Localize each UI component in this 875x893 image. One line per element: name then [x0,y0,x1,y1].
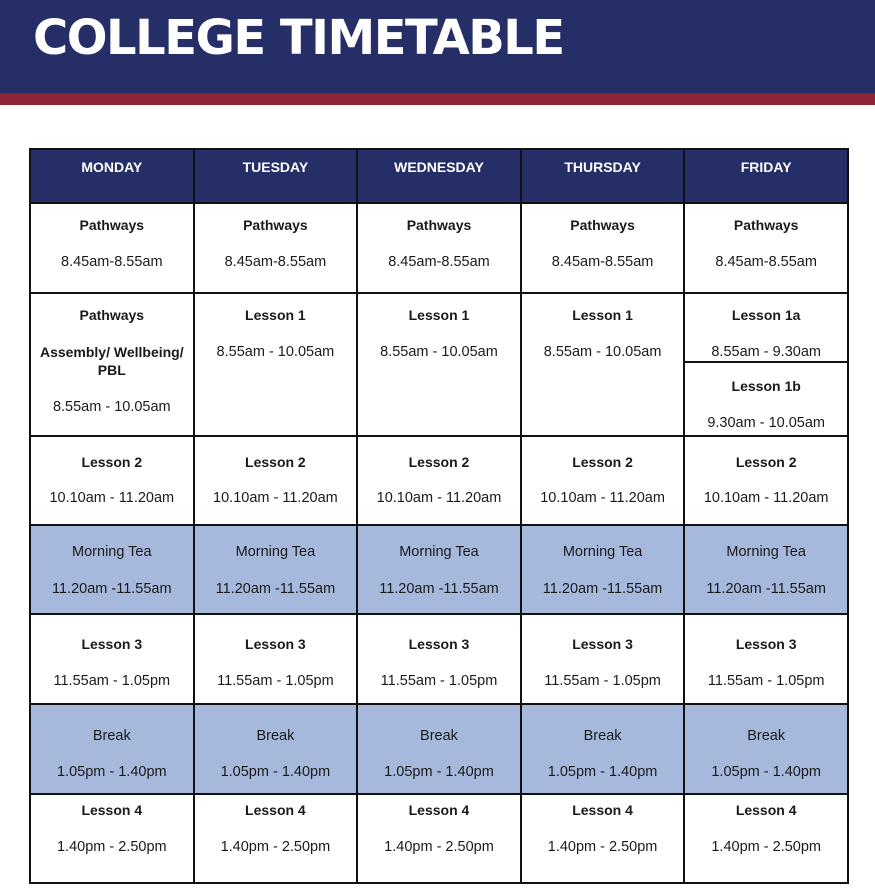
period-title: Break [420,728,458,744]
period-title: Lesson 2 [81,454,143,470]
timetable-cell [684,436,848,525]
period-title: Lesson 1a [731,307,801,323]
period-time: 1.05pm - 1.40pm [220,764,331,780]
period-title: Lesson 3 [572,636,633,652]
period-title: Pathways [79,217,145,233]
period-time: 11.55am - 1.05pm [380,673,498,689]
page-title: COLLEGE TIMETABLE [33,10,564,66]
day-header-wednesday: WEDNESDAY [357,149,521,203]
period-title: Morning Tea [562,544,643,560]
period-row-lesson-3 [30,614,848,704]
period-title: Morning Tea [72,544,152,560]
timetable-cell [30,794,194,883]
period-title: Pathways [406,217,472,233]
timetable-cell [357,794,521,883]
timetable-cell-split [684,293,848,436]
period-time: 11.55am - 1.05pm [217,673,334,689]
period-time: 8.55am - 10.05am [216,344,335,360]
period-row-lesson-4 [30,794,848,883]
period-title: Lesson 4 [735,802,797,818]
period-title: Morning Tea [235,544,316,560]
timetable-cell [357,203,521,293]
period-title: Lesson 2 [245,454,306,470]
period-time: 1.05pm - 1.40pm [547,764,658,780]
timetable-cell [30,293,194,436]
period-time: 8.45am-8.55am [551,254,654,270]
period-title: Lesson 2 [735,454,797,470]
period-time: 11.55am - 1.05pm [544,673,661,689]
period-time: 10.10am - 11.20am [213,490,338,506]
timetable-cell [684,614,848,704]
period-title: Lesson 1 [408,307,470,323]
period-row-lesson-1 [30,293,848,436]
period-time: 8.55am - 10.05am [52,399,171,415]
period-title: Lesson 3 [245,636,306,652]
timetable-cell-break [194,704,358,794]
timetable-cell [357,614,521,704]
timetable-cell-break [357,525,521,614]
timetable-cell-break [521,704,685,794]
timetable-cell [521,203,685,293]
period-title: Pathways [733,217,799,233]
timetable-cell [194,436,358,525]
period-time: 1.05pm - 1.40pm [384,764,494,780]
split-cell-lesson-1b [685,363,847,435]
period-time: 1.40pm - 2.50pm [220,839,331,855]
period-time: 8.45am-8.55am [715,254,817,270]
timetable-cell [521,794,685,883]
period-title: Morning Tea [726,544,806,560]
period-row-morning-tea [30,525,848,614]
timetable-cell [194,614,358,704]
period-time: 1.05pm - 1.40pm [56,764,167,780]
period-title: Pathways [243,217,308,233]
period-time: 10.10am - 11.20am [49,490,175,506]
timetable-cell-break [30,704,194,794]
timetable [29,148,849,884]
timetable-cell-break [30,525,194,614]
period-time: 11.20am -11.55am [542,581,663,597]
timetable-cell [684,203,848,293]
period-title: Lesson 4 [81,802,143,818]
period-time: 11.55am - 1.05pm [53,673,171,689]
title-banner [0,0,875,93]
period-time: 10.10am - 11.20am [703,490,829,506]
timetable-cell [30,614,194,704]
period-row-lesson-2 [30,436,848,525]
period-title: Lesson 3 [408,636,470,652]
period-title: Lesson 3 [81,636,143,652]
period-title: Morning Tea [399,544,479,560]
timetable-cell [521,293,685,436]
period-time: 1.40pm - 2.50pm [384,839,494,855]
timetable-cell-break [521,525,685,614]
period-time: 8.55am - 10.05am [543,344,662,360]
period-title: Lesson 4 [408,802,470,818]
period-title: Lesson 3 [735,636,797,652]
period-time: 11.20am -11.55am [379,581,499,597]
period-time: 10.10am - 11.20am [540,490,665,506]
period-row-break [30,704,848,794]
timetable-cell [684,794,848,883]
day-header-thursday: THURSDAY [521,149,685,203]
period-title: Break [747,728,786,744]
accent-stripe [0,93,875,105]
timetable-cell [357,436,521,525]
period-title: Lesson 2 [408,454,470,470]
timetable-cell [521,436,685,525]
period-time: 8.45am-8.55am [224,254,327,270]
period-time: 1.40pm - 2.50pm [547,839,658,855]
period-time: 1.40pm - 2.50pm [56,839,167,855]
timetable-cell [521,614,685,704]
period-time: 9.30am - 10.05am [707,415,826,431]
period-time: 8.55am - 9.30am [711,344,821,360]
period-time: 1.40pm - 2.50pm [711,839,821,855]
timetable-cell-break [357,704,521,794]
timetable-cell [30,436,194,525]
period-time: 8.55am - 10.05am [380,344,498,360]
timetable-cell [194,293,358,436]
period-title: Lesson 2 [572,454,633,470]
timetable-cell [194,794,358,883]
period-time: 11.20am -11.55am [706,581,826,597]
split-cell-lesson-1a [685,294,847,363]
day-header-monday: MONDAY [30,149,194,203]
period-title: Pathways [79,307,145,323]
period-title: Break [92,728,131,744]
period-subtitle: Assembly/ Wellbeing/ PBL [39,344,184,378]
period-time: 8.45am-8.55am [61,254,163,270]
period-time: 10.10am - 11.20am [376,490,502,506]
period-time: 11.20am -11.55am [215,581,336,597]
period-time: 11.20am -11.55am [52,581,172,597]
period-time: 1.05pm - 1.40pm [711,764,821,780]
timetable-cell [357,293,521,436]
period-title: Lesson 4 [572,802,633,818]
period-title: Lesson 1b [731,378,801,394]
period-title: Lesson 1 [572,307,633,323]
period-time: 8.45am-8.55am [388,254,490,270]
day-header-row [30,149,848,203]
timetable-cell-break [684,525,848,614]
period-title: Break [256,728,295,744]
timetable-cell-break [684,704,848,794]
period-time: 11.55am - 1.05pm [707,673,825,689]
period-title: Lesson 1 [245,307,306,323]
timetable-cell [30,203,194,293]
period-title: Lesson 4 [245,802,306,818]
timetable-cell [194,203,358,293]
period-title: Break [583,728,622,744]
period-title: Pathways [570,217,635,233]
day-header-friday: FRIDAY [684,149,848,203]
period-row-pathways [30,203,848,293]
day-header-tuesday: TUESDAY [194,149,358,203]
timetable-cell-break [194,525,358,614]
